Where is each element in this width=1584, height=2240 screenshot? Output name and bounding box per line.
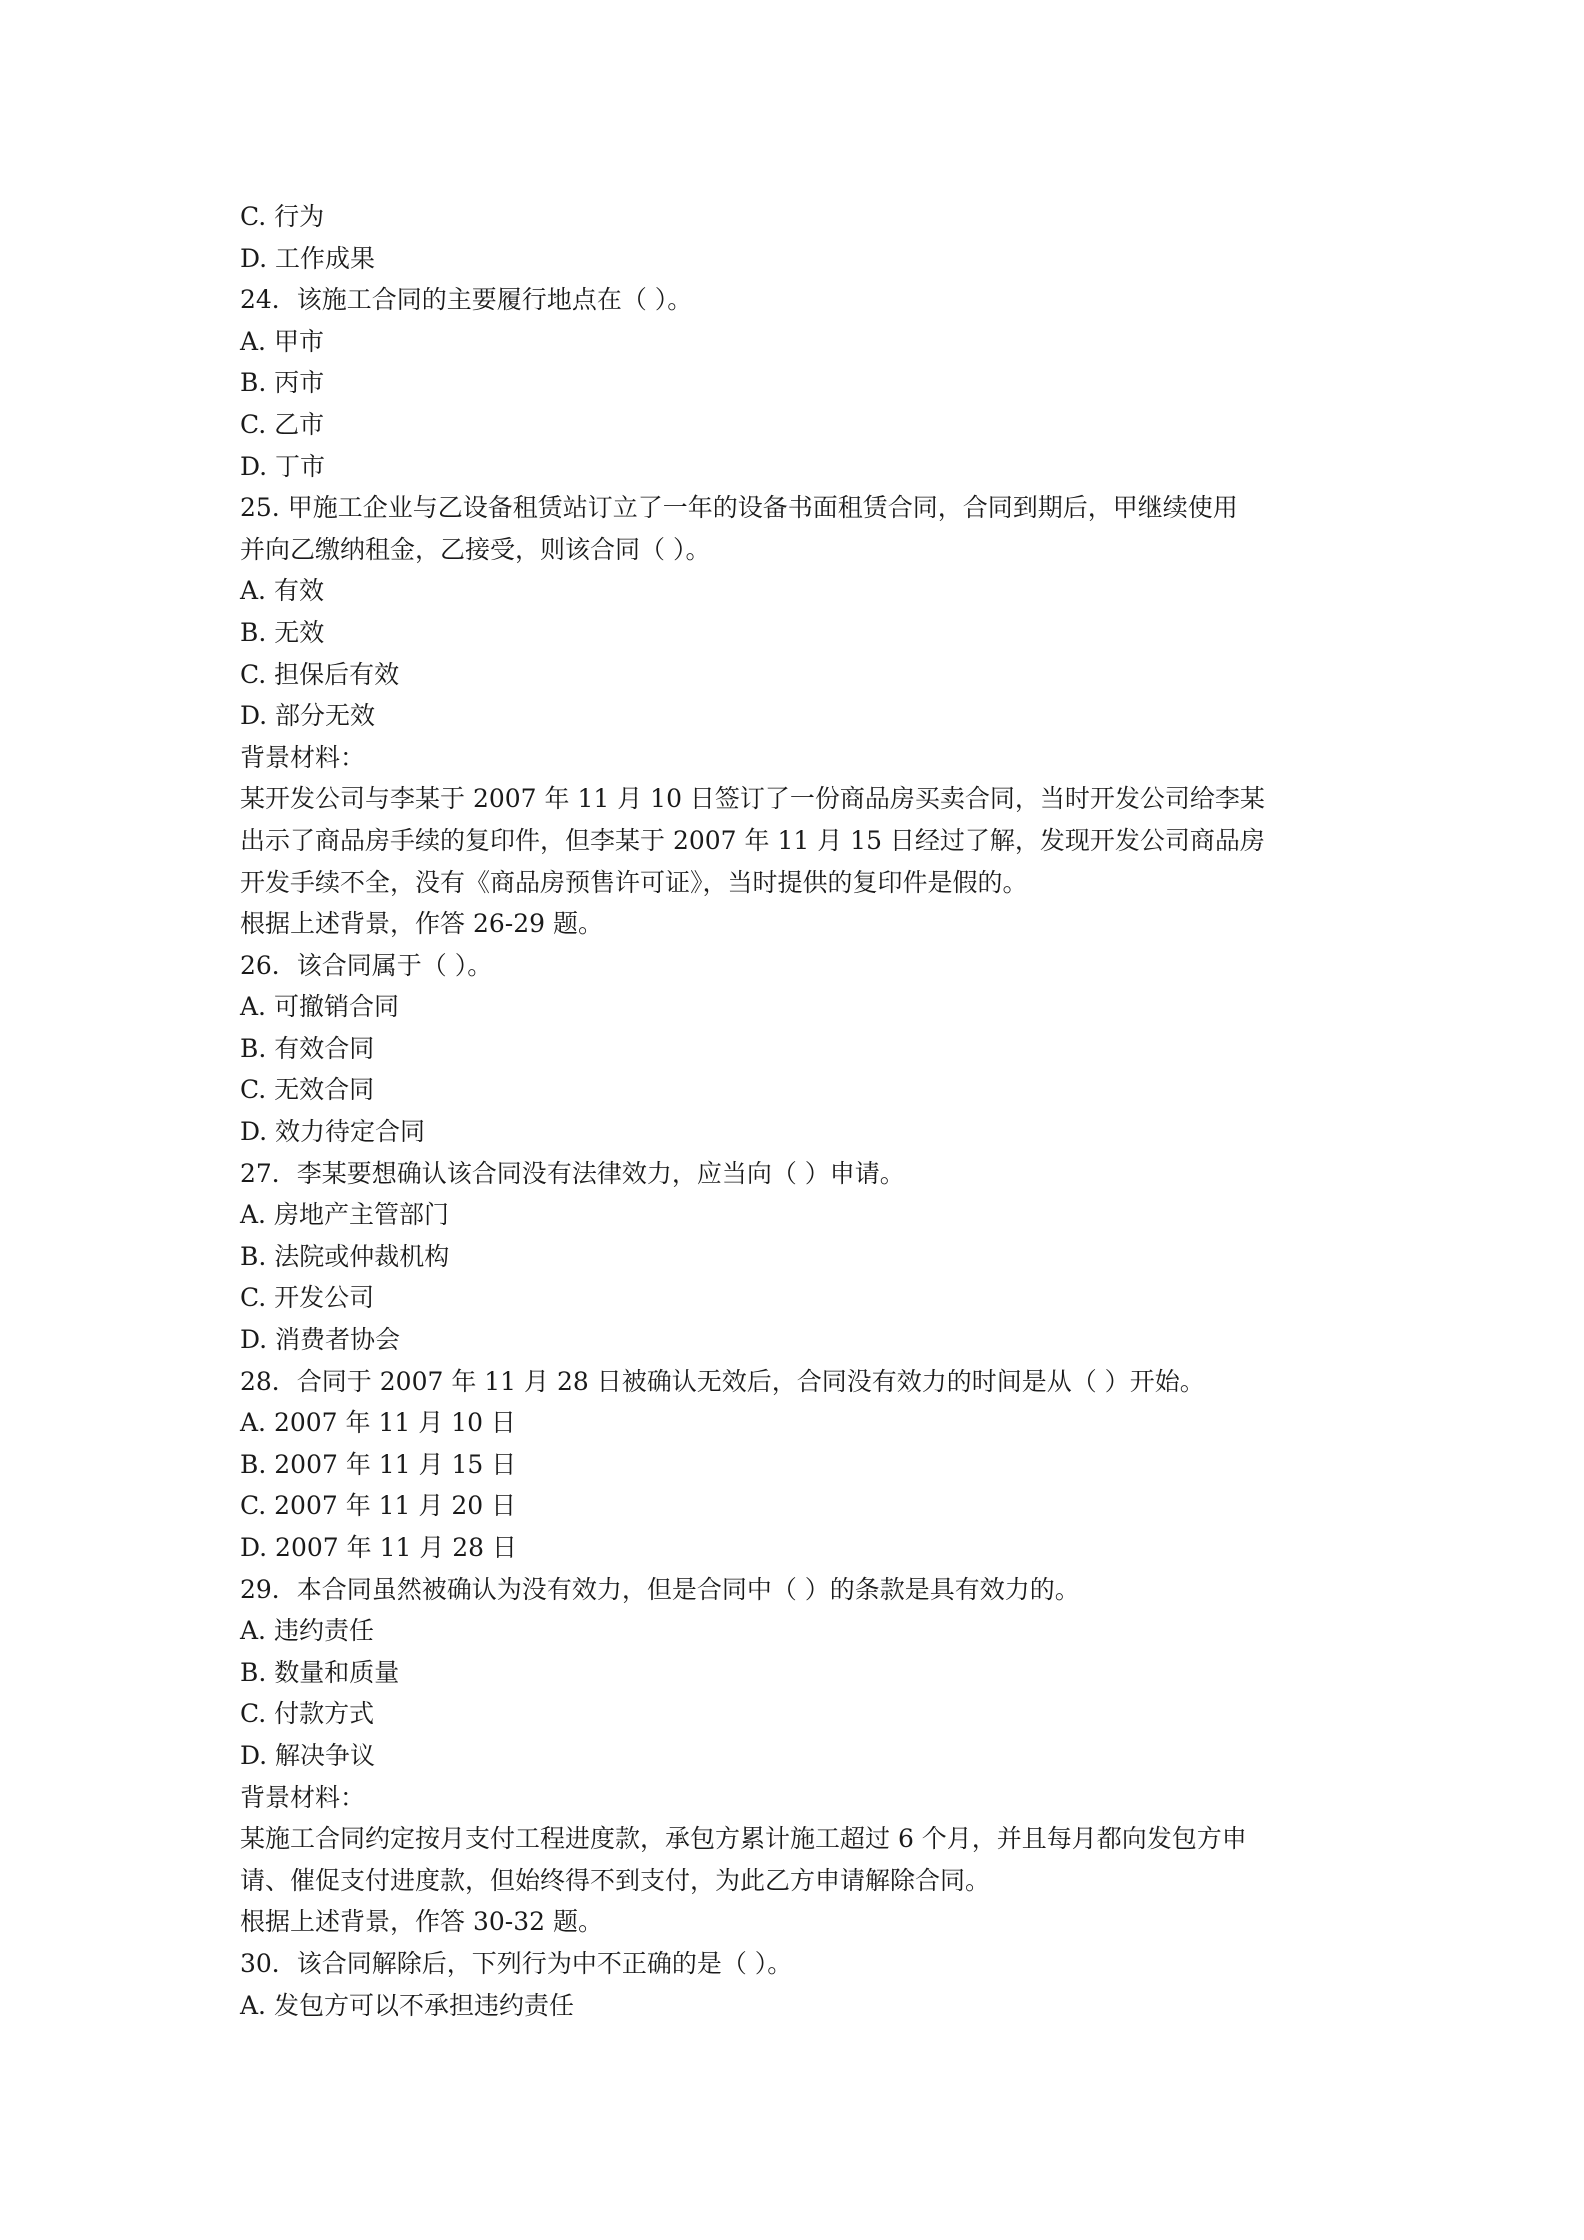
background-heading-1: 背景材料： [240, 742, 366, 772]
question-29: 29．本合同虽然被确认为没有效力，但是合同中（ ）的条款是具有效力的。 [240, 1574, 1080, 1604]
option-c-prev: C. 行为 [240, 202, 325, 231]
q25-option-b: B. 无效 [240, 617, 325, 647]
question-27: 27．李某要想确认该合同没有法律效力，应当向（ ）申请。 [240, 1158, 905, 1188]
q26-option-b: B. 有效合同 [240, 1033, 375, 1063]
question-24: 24．该施工合同的主要履行地点在（ ）。 [240, 285, 693, 315]
q26-option-c: C. 无效合同 [240, 1075, 375, 1105]
q29-option-c: C. 付款方式 [240, 1699, 375, 1729]
question-25-line-1: 25. 甲施工企业与乙设备租赁站订立了一年的设备书面租赁合同，合同到期后，甲继续使用 [240, 493, 1238, 523]
q29-option-d: D. 解决争议 [240, 1740, 376, 1770]
q28-option-d: D. 2007 年 11 月 28 日 [240, 1533, 518, 1562]
q27-option-a: A. 房地产主管部门 [240, 1200, 449, 1230]
background-1-line-2: 出示了商品房手续的复印件，但李某于 2007 年 11 月 15 日经过了解，发现开发公司商品房 [240, 825, 1265, 855]
q28-option-c: C. 2007 年 11 月 20 日 [240, 1491, 517, 1521]
question-30: 30．该合同解除后，下列行为中不正确的是（ ）。 [240, 1948, 793, 1978]
q27-option-b: B. 法院或仲裁机构 [240, 1241, 450, 1271]
option-d-prev: D. 工作成果 [240, 243, 376, 273]
q30-option-a: A. 发包方可以不承担违约责任 [240, 1990, 574, 2020]
q27-option-c: C. 开发公司 [240, 1283, 375, 1313]
document-text [240, 196, 1360, 2026]
q24-option-d: D. 丁市 [240, 451, 326, 481]
q26-option-a: A. 可撤销合同 [240, 992, 399, 1022]
q25-option-a: A. 有效 [240, 576, 324, 606]
q25-option-d: D. 部分无效 [240, 701, 376, 731]
q24-option-a: A. 甲市 [240, 326, 324, 356]
instruction-30-32: 根据上述背景，作答 30-32 题。 [240, 1907, 603, 1937]
background-heading-2: 背景材料： [240, 1782, 366, 1812]
q29-option-a: A. 违约责任 [240, 1616, 374, 1646]
q27-option-d: D. 消费者协会 [240, 1325, 401, 1355]
q28-option-b: B. 2007 年 11 月 15 日 [240, 1449, 517, 1479]
q29-option-b: B. 数量和质量 [240, 1657, 400, 1687]
q24-option-c: C. 乙市 [240, 409, 325, 439]
background-1-line-3: 开发手续不全，没有《商品房预售许可证》，当时提供的复印件是假的。 [240, 867, 1028, 897]
background-2-line-2: 请、催促支付进度款，但始终得不到支付，为此乙方申请解除合同。 [240, 1865, 991, 1895]
question-26: 26．该合同属于（ ）。 [240, 950, 493, 980]
question-28: 28．合同于 2007 年 11 月 28 日被确认无效后，合同没有效力的时间是从（ ）开始。 [240, 1366, 1205, 1396]
question-25-line-2: 并向乙缴纳租金，乙接受，则该合同（ ）。 [240, 534, 711, 564]
q25-option-c: C. 担保后有效 [240, 659, 400, 689]
instruction-26-29: 根据上述背景，作答 26-29 题。 [240, 909, 603, 939]
q24-option-b: B. 丙市 [240, 368, 325, 398]
q26-option-d: D. 效力待定合同 [240, 1117, 426, 1147]
q28-option-a: A. 2007 年 11 月 10 日 [240, 1408, 516, 1438]
background-1-line-1: 某开发公司与李某于 2007 年 11 月 10 日签订了一份商品房买卖合同，当时开发公司给李某 [240, 784, 1265, 814]
background-2-line-1: 某施工合同约定按月支付工程进度款，承包方累计施工超过 6 个月，并且每月都向发包方申 [240, 1824, 1247, 1854]
